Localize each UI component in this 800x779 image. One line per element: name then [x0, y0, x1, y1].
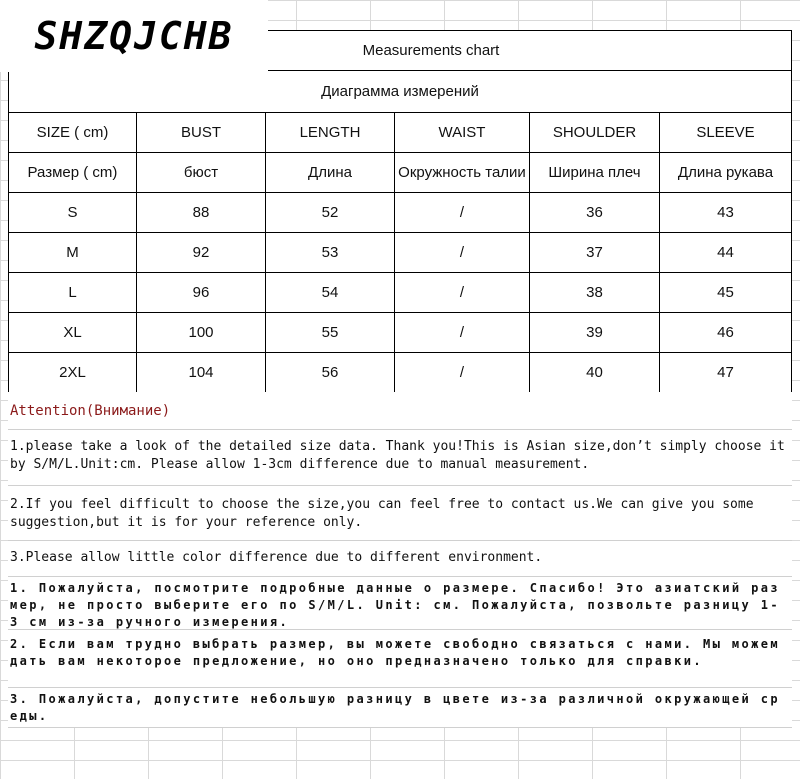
header-cell: Длина [266, 153, 395, 192]
header-cell: SLEEVE [696, 124, 755, 141]
table-cell: / [395, 353, 530, 392]
brand-logo [0, 0, 268, 72]
table-title-ru-row [8, 71, 792, 113]
header-cell: Ширина плеч [530, 153, 660, 192]
table-cell: / [395, 313, 530, 352]
notes-section [8, 392, 792, 728]
table-row [8, 193, 792, 233]
note-ru-2: 2. Если вам трудно выбрать размер, вы можете свободно связаться с нами. Мы можем дать вам некоторое предложение, но оно предназначено только для справки. [8, 630, 792, 688]
header-row-en [8, 113, 792, 153]
table-cell: 52 [266, 193, 395, 232]
header-cell: SIZE ( cm) [9, 113, 137, 152]
table-title-en: Measurements chart [362, 42, 500, 59]
table-cell: 44 [717, 244, 734, 261]
header-cell: BUST [137, 113, 266, 152]
header-cell: Длина рукава [677, 164, 774, 181]
attention-heading: Attention(Внимание) [8, 392, 792, 430]
table-cell: 53 [266, 233, 395, 272]
note-en-3: 3.Please allow little color difference due to different environment. [8, 541, 792, 577]
table-cell: 46 [717, 324, 734, 341]
note-ru-3: 3. Пожалуйста, допустите небольшую разницу в цвете из-за различной окружающей среды. [8, 688, 792, 728]
measurements-table [8, 30, 792, 393]
table-row [8, 313, 792, 353]
table-cell: 104 [137, 353, 266, 392]
note-en-2: 2.If you feel difficult to choose the size,you can feel free to contact us.We can give you some suggestion,but it is for your reference only. [8, 486, 792, 541]
table-cell: L [9, 273, 137, 312]
header-cell: Окружность талии [395, 153, 530, 192]
table-cell: 39 [530, 313, 660, 352]
header-cell: бюст [137, 153, 266, 192]
table-cell: 96 [137, 273, 266, 312]
table-cell: 54 [266, 273, 395, 312]
header-cell: LENGTH [266, 113, 395, 152]
header-cell: WAIST [395, 113, 530, 152]
table-cell: 43 [717, 204, 734, 221]
table-row [8, 233, 792, 273]
table-cell: S [9, 193, 137, 232]
header-cell: Размер ( cm) [9, 153, 137, 192]
brand-name: SHZQJCHB [34, 14, 234, 58]
table-cell: 36 [530, 193, 660, 232]
table-cell: 47 [717, 364, 734, 381]
table-row [8, 273, 792, 313]
table-title-ru: Диаграмма измерений [321, 83, 479, 100]
table-cell: 100 [137, 313, 266, 352]
table-row [8, 353, 792, 393]
table-cell: 37 [530, 233, 660, 272]
table-cell: 92 [137, 233, 266, 272]
table-cell: 38 [530, 273, 660, 312]
table-cell: 2XL [9, 353, 137, 392]
table-cell: 88 [137, 193, 266, 232]
table-cell: / [395, 273, 530, 312]
table-cell: 45 [717, 284, 734, 301]
note-en-1: 1.please take a look of the detailed size data. Thank you!This is Asian size,don’t simply choose it by S/M/L.Unit:cm. Please allow 1-3cm difference due to manual measurement. [8, 430, 792, 486]
table-cell: / [395, 233, 530, 272]
note-ru-1: 1. Пожалуйста, посмотрите подробные данные о размере. Спасибо! Это азиатский размер, не просто выберите его по S/M/L. Unit: см. Пожалуйста, позвольте разницу 1-3 см из-за ручного измерения. [8, 577, 792, 630]
table-cell: 56 [266, 353, 395, 392]
table-cell: M [9, 233, 137, 272]
header-row-ru [8, 153, 792, 193]
table-cell: / [395, 193, 530, 232]
header-cell: SHOULDER [530, 113, 660, 152]
table-cell: XL [9, 313, 137, 352]
table-cell: 55 [266, 313, 395, 352]
table-cell: 40 [530, 353, 660, 392]
